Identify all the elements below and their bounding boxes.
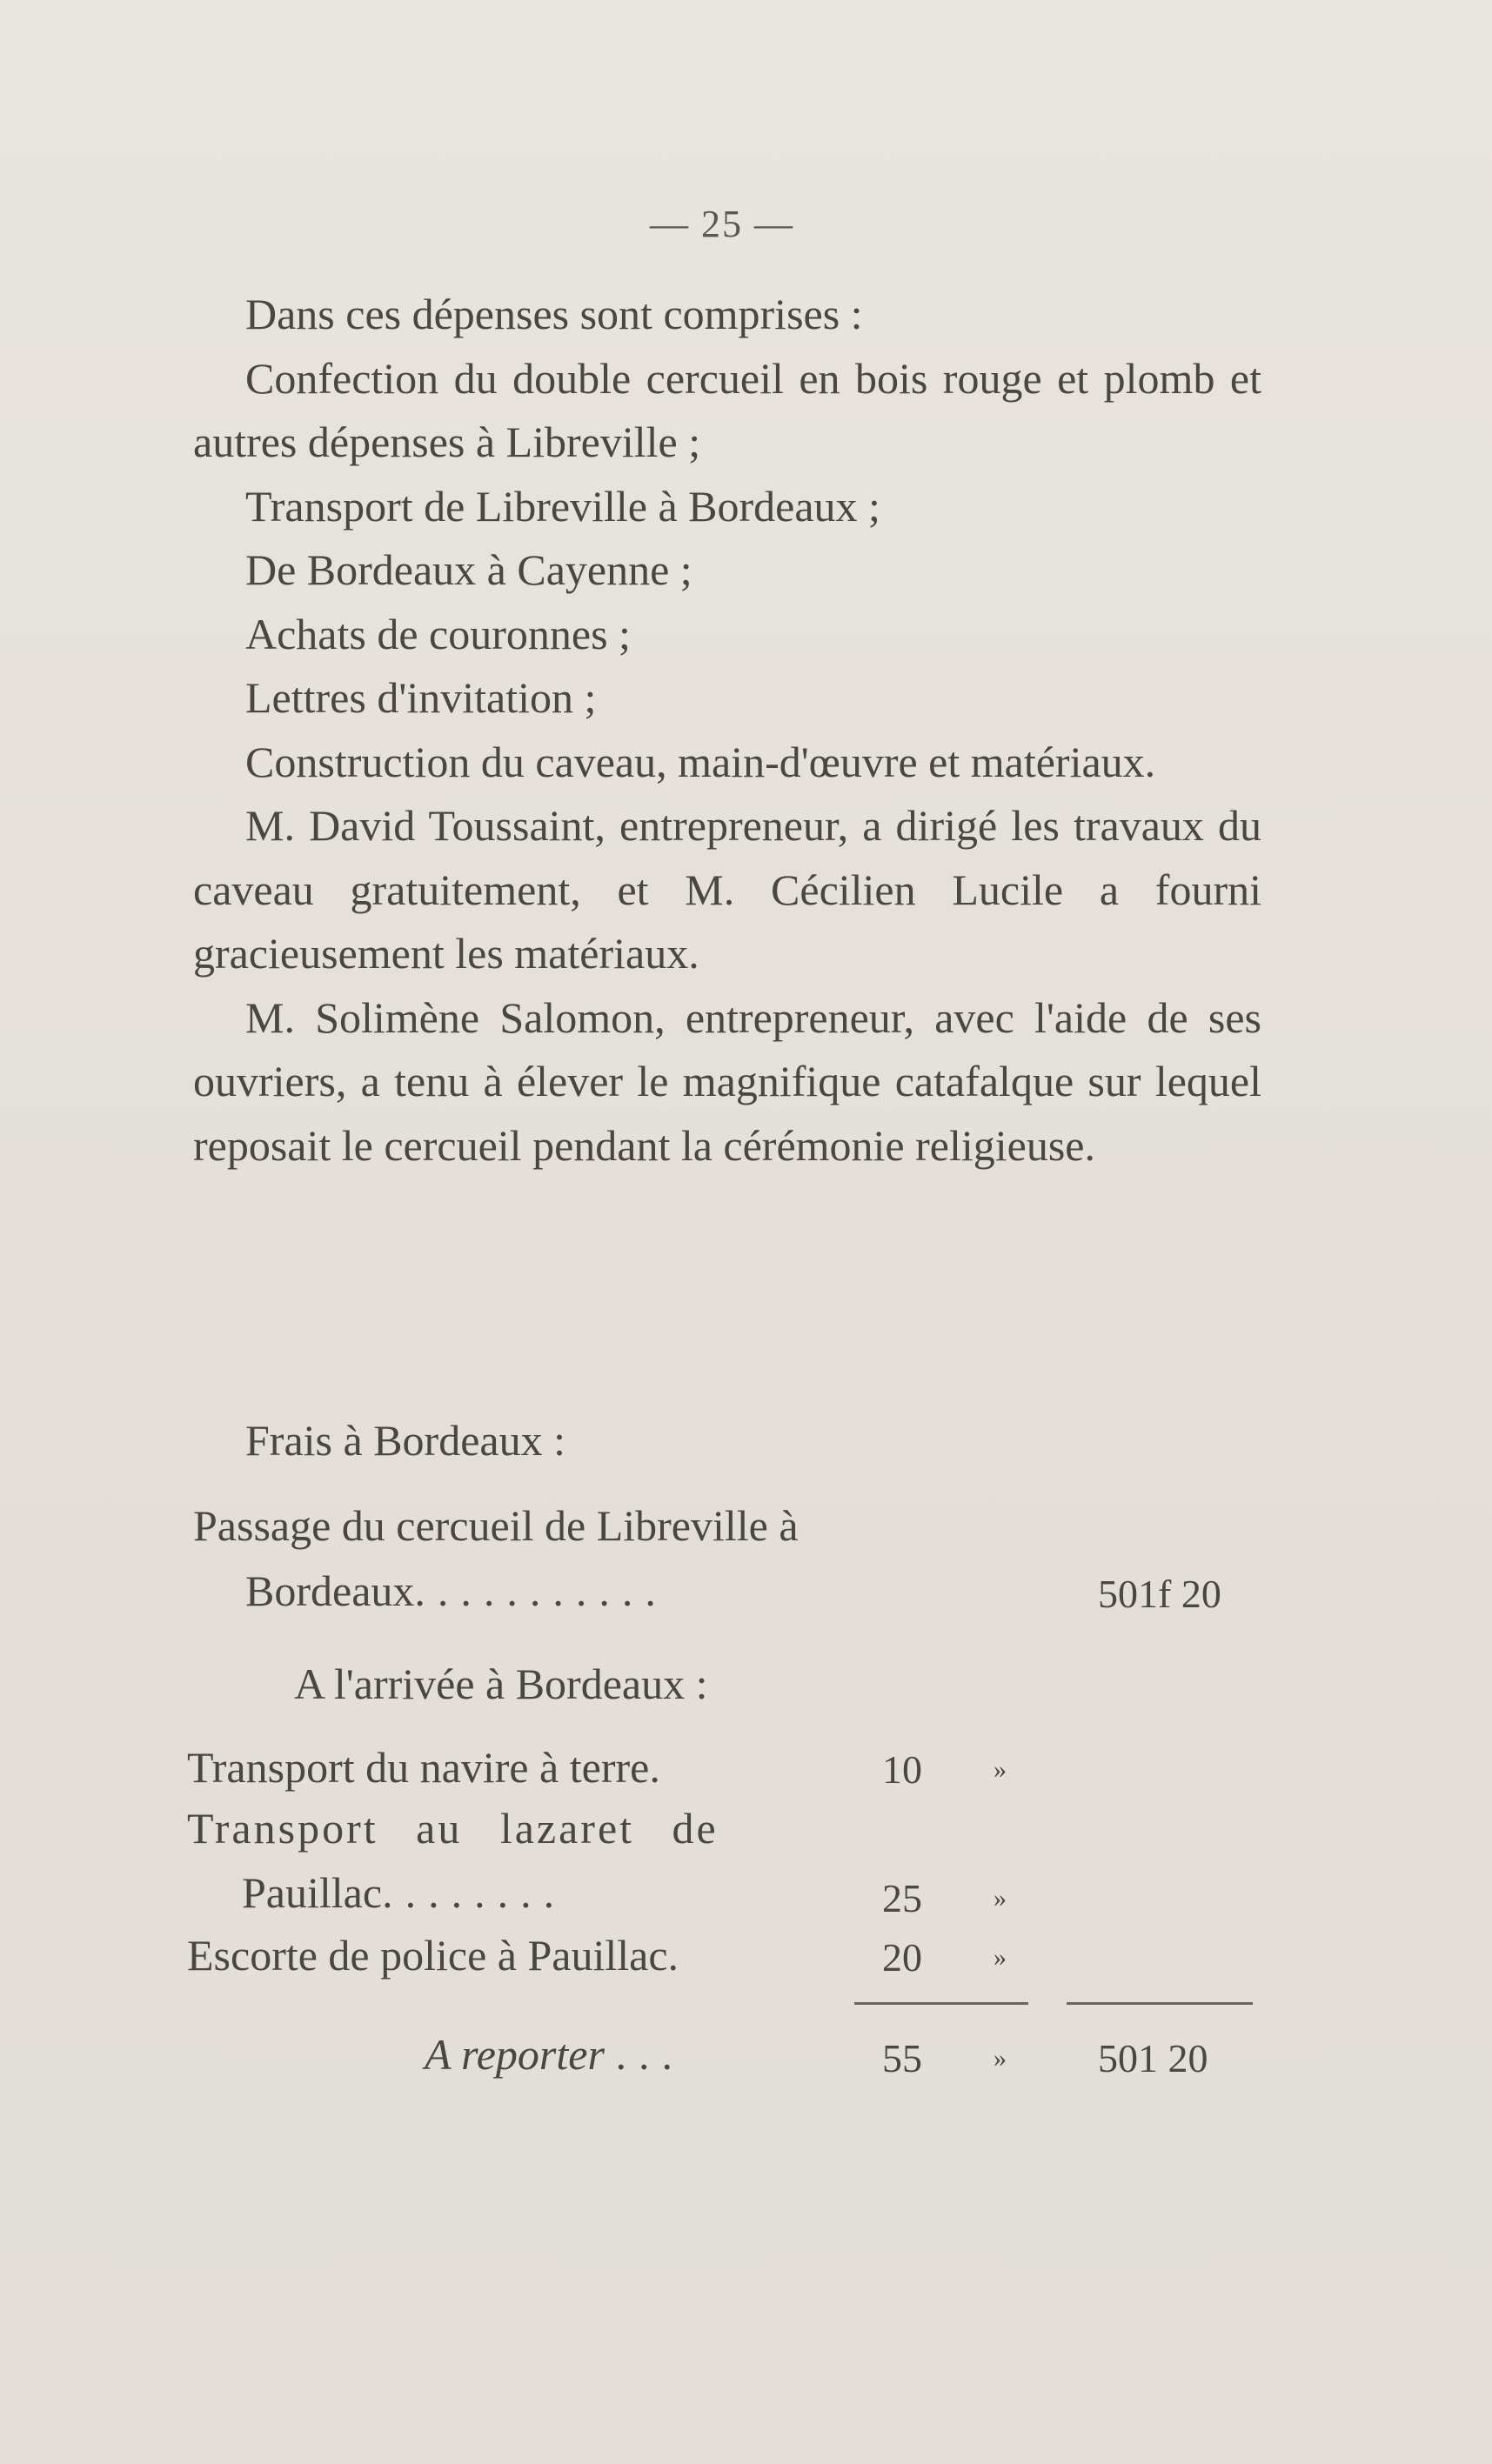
item-navire-cents: »: [994, 1755, 1007, 1784]
paragraph-salomon: M. Solimène Salomon, entrepreneur, avec l'aide de ses ouvriers, a tenu à élever le magnifique catafalque sur lequel reposait le cercueil pendant la cérémonie religieuse.: [193, 992, 1261, 1170]
body-text: [193, 283, 1261, 1178]
page-number: — 25 —: [650, 203, 794, 245]
paragraph-coffin: Confection du double cercueil en bois rouge et plomb et autres dépenses à Libreville ;: [193, 353, 1261, 466]
passage-line-2: [245, 1559, 668, 1623]
item-lazaret-label: Pauillac: [242, 1868, 383, 1917]
total-rule: [1067, 2002, 1253, 2005]
paragraph-vault: Construction du caveau, main-d'œuvre et matériaux.: [245, 737, 1156, 786]
carry-forward-subtotal: 55: [882, 2036, 922, 2080]
item-navire-francs: 10: [882, 1747, 922, 1792]
reporter-text: A reporter: [425, 2030, 605, 2079]
item-escorte-cents: »: [994, 1943, 1007, 1972]
paragraph-toussaint: M. David Toussaint, entrepreneur, a dirigé les travaux du caveau gratuitement, et M. Cécilien Lucile a fourni gracieusement les matériaux.: [193, 801, 1261, 978]
paragraph-intro: Dans ces dépenses sont comprises :: [245, 290, 863, 338]
item-lazaret-francs: 25: [882, 1876, 922, 1920]
carry-forward-label: [425, 2023, 685, 2087]
bordeaux-heading: Frais à Bordeaux :: [245, 1416, 565, 1465]
arrival-heading: A l'arrivée à Bordeaux :: [294, 1659, 708, 1708]
item-lazaret-line-1: Transport au lazaret de: [187, 1804, 719, 1853]
item-escorte: Escorte de police à Pauillac.: [187, 1931, 679, 1980]
carry-forward-subtotal-cents: »: [994, 2044, 1007, 2073]
paragraph-transport: Transport de Libreville à Bordeaux ;: [245, 481, 880, 531]
carry-forward-total: 501 20: [1098, 2036, 1208, 2080]
paragraph-letters: Lettres d'invitation ;: [245, 673, 597, 722]
subtotal-rule: [854, 2002, 1028, 2005]
item-navire: Transport du navire à terre.: [187, 1743, 660, 1792]
passage-amount: 501f 20: [1098, 1572, 1221, 1616]
item-lazaret-leaders: ........: [382, 1868, 567, 1917]
paragraph-wreaths: Achats de couronnes ;: [245, 609, 631, 658]
item-escorte-francs: 20: [882, 1935, 922, 1980]
passage-line-1: Passage du cercueil de Libreville à: [193, 1501, 799, 1550]
item-lazaret-line-2: [242, 1861, 566, 1925]
reporter-leaders: ...: [615, 2030, 685, 2079]
passage-label: Bordeaux: [245, 1566, 415, 1615]
paragraph-cayenne: De Bordeaux à Cayenne ;: [245, 545, 692, 594]
passage-leaders: ...........: [414, 1566, 668, 1615]
item-lazaret-cents: »: [994, 1884, 1007, 1913]
